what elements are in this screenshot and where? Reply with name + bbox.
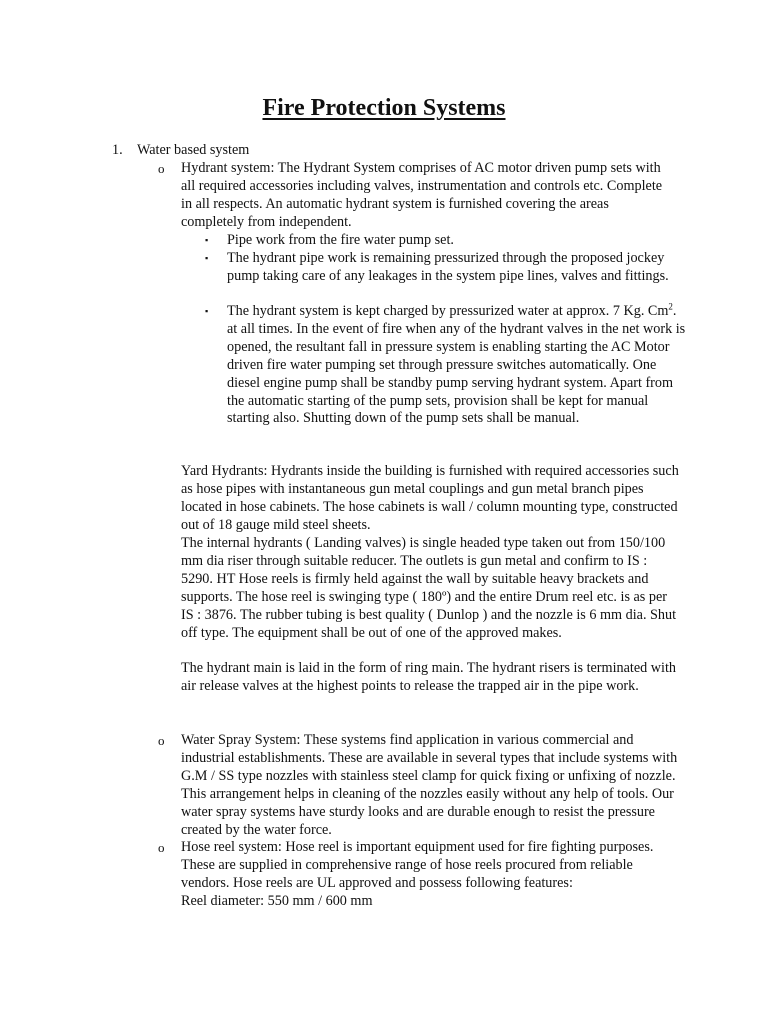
section-heading: Water based system <box>137 142 250 158</box>
square-bullet-icon: ▪ <box>205 253 209 263</box>
circle-bullet-icon: o <box>158 161 165 176</box>
internal-hydrants-paragraph: The internal hydrants ( Landing valves) is single headed type taken out from 150/100 mm dia riser through suitable reducer. The outlets is gun metal and confirm to IS : 5290. HT Hose reels is firmly held against the wall by suitable heavy brackets and supports. The hose reel is swinging type ( 180º) and the entire Drum reel etc. is as per IS : 3876. The rubber tubing is best quality ( Dunlop ) and the nozzle is 6 mm dia. Shut off type. The equipment shall be out of one of the approved makes. <box>181 535 677 641</box>
superscript-two: 2 <box>668 301 673 312</box>
hydrant-main-paragraph: The hydrant main is laid in the form of ring main. The hydrant risers is terminated with air release valves at the highest points to release the trapped air in the pipe work. <box>181 660 677 694</box>
water-spray-paragraph: Water Spray System: These systems find application in various commercial and industrial establishments. These are available in several types that include systems with G.M / SS type nozzles with stainless steel clamp for quick fixing or unfixing of nozzle. This arrangement helps in cleaning of the nozzles easily without any help of tools. Our water spray systems have sturdy looks and are durable enough to resist the pressure created by the water force. <box>181 732 678 838</box>
yard-hydrants-paragraph: Yard Hydrants: Hydrants inside the building is furnished with required accessories such as hose pipes with instantaneous gun metal couplings and gun metal branch pipes located in hose cabinets. The hose cabinets is wall / column mounting type, constructed out of 18 gauge mild steel sheets. <box>181 463 679 533</box>
reel-diameter-line: Reel diameter: 550 mm / 600 mm <box>181 893 373 909</box>
hydrant-system-paragraph: Hydrant system: The Hydrant System comprises of AC motor driven pump sets with all required accessories including valves, instrumentation and controls etc. Complete in all respects. An automatic hydrant system is furnished covering the areas completely from independent. <box>181 160 663 230</box>
bullet-pipe-work: Pipe work from the fire water pump set. <box>227 232 454 248</box>
bullet-text-post: . at all times. In the event of fire when any of the hydrant valves in the net work is opened, the resultant fall in pressure system is enabling starting the AC Motor driven fire water pumping set through pressure switches automatically. One diesel engine pump shall be standby pump serving hydrant system. Apart from the automatic starting of the pump sets, provision shall be kept for manual starting also. Shutting down of the pump sets shall be manual. <box>227 303 686 427</box>
list-number: 1. <box>112 142 123 158</box>
circle-bullet-icon: o <box>158 733 165 748</box>
bullet-pressurized-pipe: The hydrant pipe work is remaining pressurized through the proposed jockey pump taking care of any leakages in the system pipe lines, valves and fittings. <box>227 250 669 284</box>
circle-bullet-icon: o <box>158 840 165 855</box>
hose-reel-paragraph: Hose reel system: Hose reel is important equipment used for fire fighting purposes. These are supplied in comprehensive range of hose reels procured from reliable vendors. Hose reels are UL approved and possess following features: <box>181 839 654 891</box>
square-bullet-icon: ▪ <box>205 235 209 245</box>
document-title: Fire Protection Systems <box>262 95 506 121</box>
square-bullet-icon: ▪ <box>205 306 209 316</box>
bullet-text-pre: The hydrant system is kept charged by pressurized water at approx. 7 Kg. Cm <box>227 303 669 319</box>
bullet-charged-system <box>227 303 687 428</box>
